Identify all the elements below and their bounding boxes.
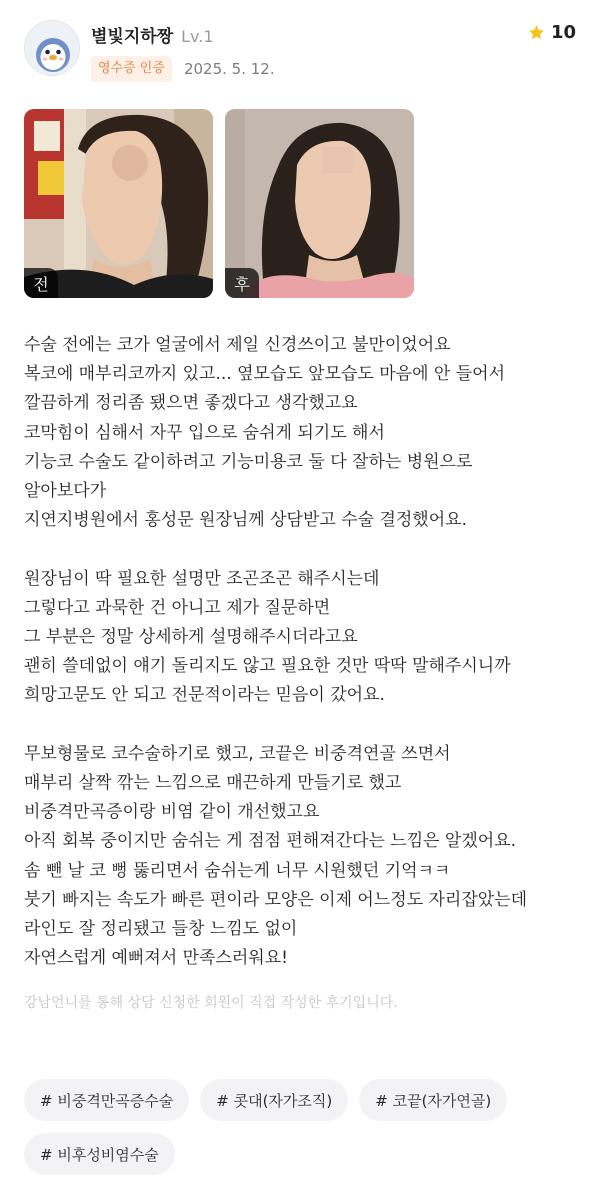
review-line: 지연지병원에서 홍성문 원장님께 상담받고 수술 결정했어요. [24,510,467,531]
tag-chip[interactable]: # 콧대(자가조직) [200,1079,348,1121]
review-line: 희망고문도 안 되고 전문적이라는 믿음이 갔어요. [24,685,385,706]
paragraph-gap [24,711,576,740]
review-header [24,18,576,84]
review-line: 코막힘이 심해서 자꾸 입으로 숨쉬게 되기도 해서 [24,422,385,443]
review-line: 그렇다고 과묵한 건 아니고 제가 질문하면 [24,597,331,618]
review-line: 원장님이 딱 필요한 설명만 조곤조곤 해주시는데 [24,568,380,589]
penguin-avatar-icon [25,21,80,76]
procedure-tags [24,1079,576,1175]
review-line: 솜 뺀 날 코 뻥 뚫리면서 숨쉬는게 너무 시원했던 기억ㅋㅋ [24,860,451,881]
after-label: 후 [225,268,259,298]
rating-score: 10 [550,22,576,43]
user-level: Lv.1 [181,27,214,46]
review-line: 복코에 매부리코까지 있고... 옆모습도 앞모습도 마음에 안 들어서 [24,364,506,385]
tag-chip[interactable]: # 비후성비염수술 [24,1133,175,1175]
meta-row [91,56,275,82]
nickname[interactable]: 별빛지하짱 [91,27,174,47]
review-line: 자연스럽게 예뻐져서 만족스러워요! [24,948,288,969]
review-line: 수술 전에는 코가 얼굴에서 제일 신경쓰이고 불만이었어요 [24,335,451,355]
name-row [91,22,214,47]
rating [528,22,576,43]
review-line: 알아보다가 [24,481,107,502]
review-line: 기능코 수술도 같이하려고 기능미용코 둘 다 잘하는 병원으로 [24,451,473,472]
review-line: 무보형물로 코수술하기로 했고, 코끝은 비중격연골 쓰면서 [24,743,451,764]
after-photo[interactable] [225,109,414,298]
review-line: 비중격만곡증이랑 비염 같이 개선했고요 [24,802,320,823]
before-label: 전 [24,268,58,298]
review-line: 라인도 잘 정리됐고 들창 느낌도 없이 [24,919,298,940]
review-body [24,331,576,973]
review-line: 괜히 쓸데없이 얘기 돌리지도 않고 필요한 것만 딱딱 말해주시니까 [24,656,511,677]
review-line: 깔끔하게 정리좀 됐으면 좋겠다고 생각했고요 [24,393,358,414]
review-line: 아직 회복 중이지만 숨쉬는 게 점점 편해져간다는 느낌은 알겠어요. [24,831,517,852]
review-line: 붓기 빠지는 속도가 빠른 편이라 모양은 이제 어느정도 자리잡았는데 [24,889,528,910]
before-after-photos [24,109,414,298]
paragraph-gap [24,535,576,564]
review-line: 매부리 살짝 깎는 느낌으로 매끈하게 만들기로 했고 [24,773,402,794]
review-date: 2025. 5. 12. [183,60,275,78]
before-photo[interactable] [24,109,213,298]
avatar[interactable] [24,20,80,76]
tag-chip[interactable]: # 코끝(자가연골) [359,1079,507,1121]
star-icon [528,24,545,41]
review-line: 그 부분은 정말 상세하게 설명해주시더라고요 [24,627,358,648]
tag-chip[interactable]: # 비중격만곡증수술 [24,1079,189,1121]
review-disclaimer: 강남언니를 통해 상담 신청한 회원이 직접 작성한 후기입니다. [24,995,398,1011]
receipt-verified-badge: 영수증 인증 [91,56,172,82]
